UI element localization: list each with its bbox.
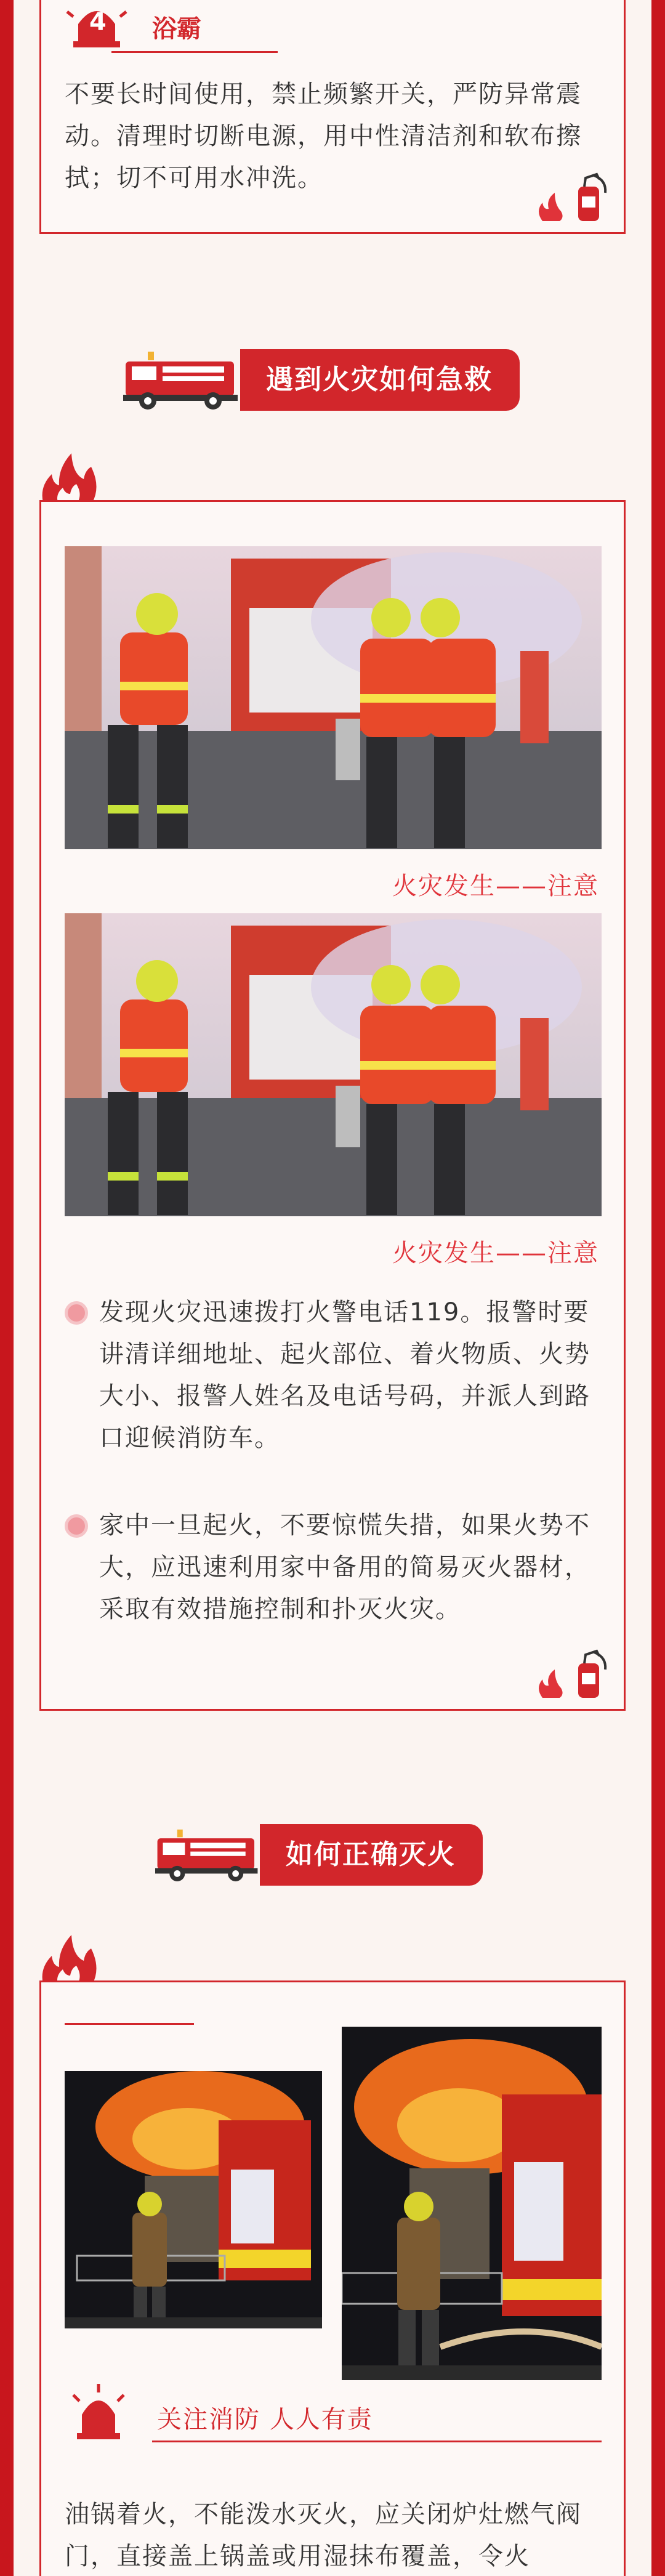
fire-extinguisher-icon [530,168,610,224]
bath-heater-card [39,0,626,234]
bath-heater-heading [66,0,214,55]
bath-heater-number: 4 [89,8,107,36]
bullet-dot-icon [65,1301,88,1325]
rescue-card [39,500,626,1711]
slogan-text: 关注消防 人人有责 [157,2405,373,2434]
alarm-light-icon [65,2381,132,2443]
slogan-underline [152,2441,602,2442]
bath-heater-title: 浴霸 [152,15,201,43]
flame-icon [39,450,99,503]
heading-underline [111,51,278,53]
photo-caption-1: 火灾发生——注意 [392,872,599,900]
rescue-bullet-1 [65,1291,602,1459]
extinguish-text: 油锅着火，不能泼水灭火，应关闭炉灶燃气阀门，直接盖上锅盖或用湿抹布覆盖，令火 [65,2500,582,2570]
extinguish-section-title: 如何正确灭火 [260,1824,483,1886]
fire-truck-icon [155,1823,260,1887]
left-red-border [0,0,14,2576]
firefighters-photo-1 [65,546,602,849]
bullet-dot-icon [65,1514,88,1538]
fire-scene-photo-1 [65,2071,322,2328]
bath-heater-text: 不要长时间使用，禁止频繁开关，严防异常震动。清理时切断电源，用中性清洁剂和软布擦拭；切不可用水冲洗。 [65,80,582,192]
fire-scene-photo-2 [342,2027,602,2380]
firefighters-photo-2 [65,913,602,1216]
right-red-border [651,0,665,2576]
rescue-section-header [123,348,520,412]
flame-icon [39,1931,99,1984]
extinguish-section-header [155,1823,483,1887]
card-top-rule [65,2023,194,2025]
slogan-row [65,2381,602,2449]
rescue-bullet-2 [65,1504,602,1630]
rescue-bullet-text-1: 发现火灾迅速拨打火警电话119。报警时要讲清详细地址、起火部位、着火物质、火势大小、报警人姓名及电话号码，并派人到路口迎候消防车。 [99,1298,590,1452]
extinguish-card [39,1980,626,2576]
fire-truck-icon [123,348,240,412]
rescue-bullet-text-2: 家中一旦起火，不要惊慌失措，如果火势不大，应迅速利用家中备用的简易灭火器材，采取有效措施控制和扑灭火灾。 [99,1511,590,1623]
photo-caption-2: 火灾发生——注意 [392,1239,599,1267]
fire-extinguisher-icon [530,1645,610,1700]
rescue-section-title: 遇到火灾如何急救 [240,349,520,411]
